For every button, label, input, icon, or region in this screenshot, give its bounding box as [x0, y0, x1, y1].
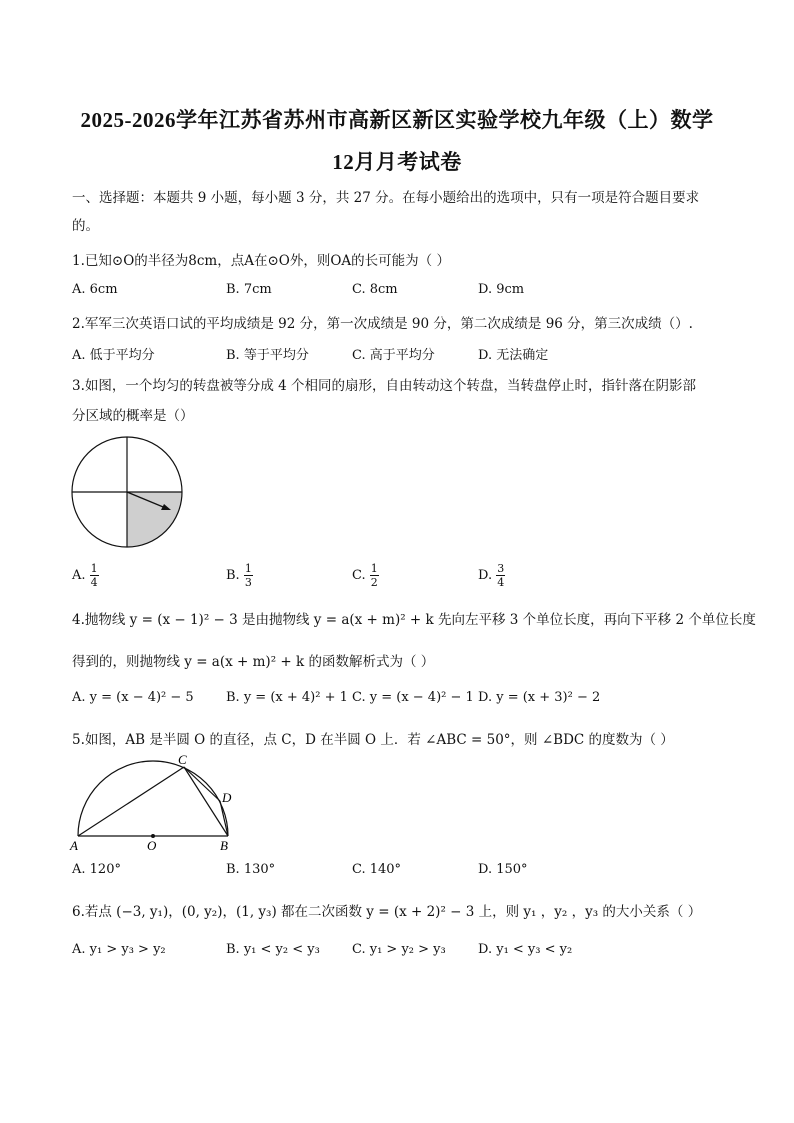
- q4-option-c[interactable]: C. y = (x − 4)² − 1: [352, 690, 474, 705]
- label-d: D: [222, 790, 232, 805]
- q3-d-num: 3: [497, 562, 505, 575]
- q3-option-a-fraction: [90, 563, 99, 588]
- q3-a-den: 4: [90, 576, 98, 589]
- q1-stem: 1.已知⊙O的半径为8cm，点A在⊙O外，则OA的长可能为（ ）: [72, 253, 450, 269]
- q5-option-c[interactable]: C. 140°: [352, 862, 402, 877]
- exam-title-line1: 2025-2026学年江苏省苏州市高新区新区实验学校九年级（上）数学: [80, 108, 714, 132]
- q3-option-c[interactable]: [352, 563, 379, 588]
- q4-option-a[interactable]: A. y = (x − 4)² − 5: [72, 690, 194, 705]
- q3-option-a-letter: A.: [72, 568, 86, 583]
- q3-option-b-letter: B.: [226, 568, 240, 583]
- q3-b-num: 1: [244, 562, 252, 575]
- section-heading-cont: 的。: [72, 218, 99, 234]
- q3-c-num: 1: [370, 562, 378, 575]
- q3-option-d-letter: D.: [478, 568, 493, 583]
- q3-option-d[interactable]: [478, 563, 505, 588]
- q1-option-c[interactable]: C. 8cm: [352, 282, 398, 297]
- q6-option-d[interactable]: D. y₁ < y₃ < y₂: [478, 942, 573, 957]
- shaded-sector: [127, 492, 182, 547]
- label-b: B: [220, 838, 228, 853]
- q5-stem: 5.如图，AB 是半圆 O 的直径，点 C，D 在半圆 O 上．若 ∠ABC = 50°，则 ∠BDC 的度数为（ ）: [72, 732, 674, 748]
- q2-stem: 2.军军三次英语口试的平均成绩是 92 分，第一次成绩是 90 分，第二次成绩是 96 分，第三次成绩（）.: [72, 316, 693, 332]
- chord-ac: [78, 767, 184, 836]
- spinner-figure: [70, 435, 186, 551]
- q3-option-c-letter: C.: [352, 568, 366, 583]
- q4-option-b[interactable]: B. y = (x + 4)² + 1: [226, 690, 348, 705]
- q6-option-c[interactable]: C. y₁ > y₂ > y₃: [352, 942, 446, 957]
- q3-d-den: 4: [497, 576, 505, 589]
- q1-option-b[interactable]: B. 7cm: [226, 282, 272, 297]
- q3-option-d-fraction: [496, 563, 505, 588]
- label-o: O: [147, 838, 157, 853]
- label-a: A: [70, 838, 78, 853]
- section-heading: [72, 186, 699, 206]
- q5-option-d[interactable]: D. 150°: [478, 862, 528, 877]
- exam-title-line2: 12月月考试卷: [332, 150, 462, 174]
- q2-option-c[interactable]: C. 高于平均分: [352, 348, 435, 363]
- q3-option-b[interactable]: [226, 563, 253, 588]
- q3-option-a[interactable]: [72, 563, 99, 588]
- q1-option-a[interactable]: A. 6cm: [72, 282, 118, 297]
- q4-stem-line1: 4.抛物线 y = (x − 1)² − 3 是由抛物线 y = a(x + m)² + k 先向左平移 3 个单位长度，再向下平移 2 个单位长度: [72, 612, 756, 628]
- section-heading-text: 一、选择题：本题共 9 小题，每小题 3 分，共 27 分。在每小题给出的选项中，只有一项是符合题目要求: [72, 190, 700, 206]
- q5-option-a[interactable]: A. 120°: [72, 862, 121, 877]
- q3-option-c-fraction: [370, 563, 379, 588]
- label-c: C: [178, 752, 187, 767]
- semicircle-figure: [66, 750, 246, 854]
- q3-a-num: 1: [90, 562, 98, 575]
- q1-option-d[interactable]: D. 9cm: [478, 282, 525, 297]
- q3-stem-line1: 3.如图，一个均匀的转盘被等分成 4 个相同的扇形，自由转动这个转盘，当转盘停止时，指针落在阴影部: [72, 378, 697, 394]
- semicircle-arc: [78, 761, 228, 836]
- q3-stem-line2: 分区域的概率是（）: [72, 408, 194, 424]
- q5-option-b[interactable]: B. 130°: [226, 862, 276, 877]
- q3-b-den: 3: [244, 576, 252, 589]
- q2-option-d[interactable]: D. 无法确定: [478, 348, 549, 363]
- q4-stem-line2: 得到的，则抛物线 y = a(x + m)² + k 的函数解析式为（ ）: [72, 654, 435, 670]
- q3-c-den: 2: [370, 576, 378, 589]
- q2-option-a[interactable]: A. 低于平均分: [72, 348, 155, 363]
- q2-option-b[interactable]: B. 等于平均分: [226, 348, 309, 363]
- q6-option-a[interactable]: A. y₁ > y₃ > y₂: [72, 942, 166, 957]
- q4-option-d[interactable]: D. y = (x + 3)² − 2: [478, 690, 601, 705]
- q6-stem: 6.若点 (−3, y₁)，(0, y₂)，(1, y₃) 都在二次函数 y = (x + 2)² − 3 上，则 y₁ ，y₂ ，y₃ 的大小关系（ ）: [72, 904, 702, 920]
- q3-option-b-fraction: [244, 563, 253, 588]
- q6-option-b[interactable]: B. y₁ < y₂ < y₃: [226, 942, 320, 957]
